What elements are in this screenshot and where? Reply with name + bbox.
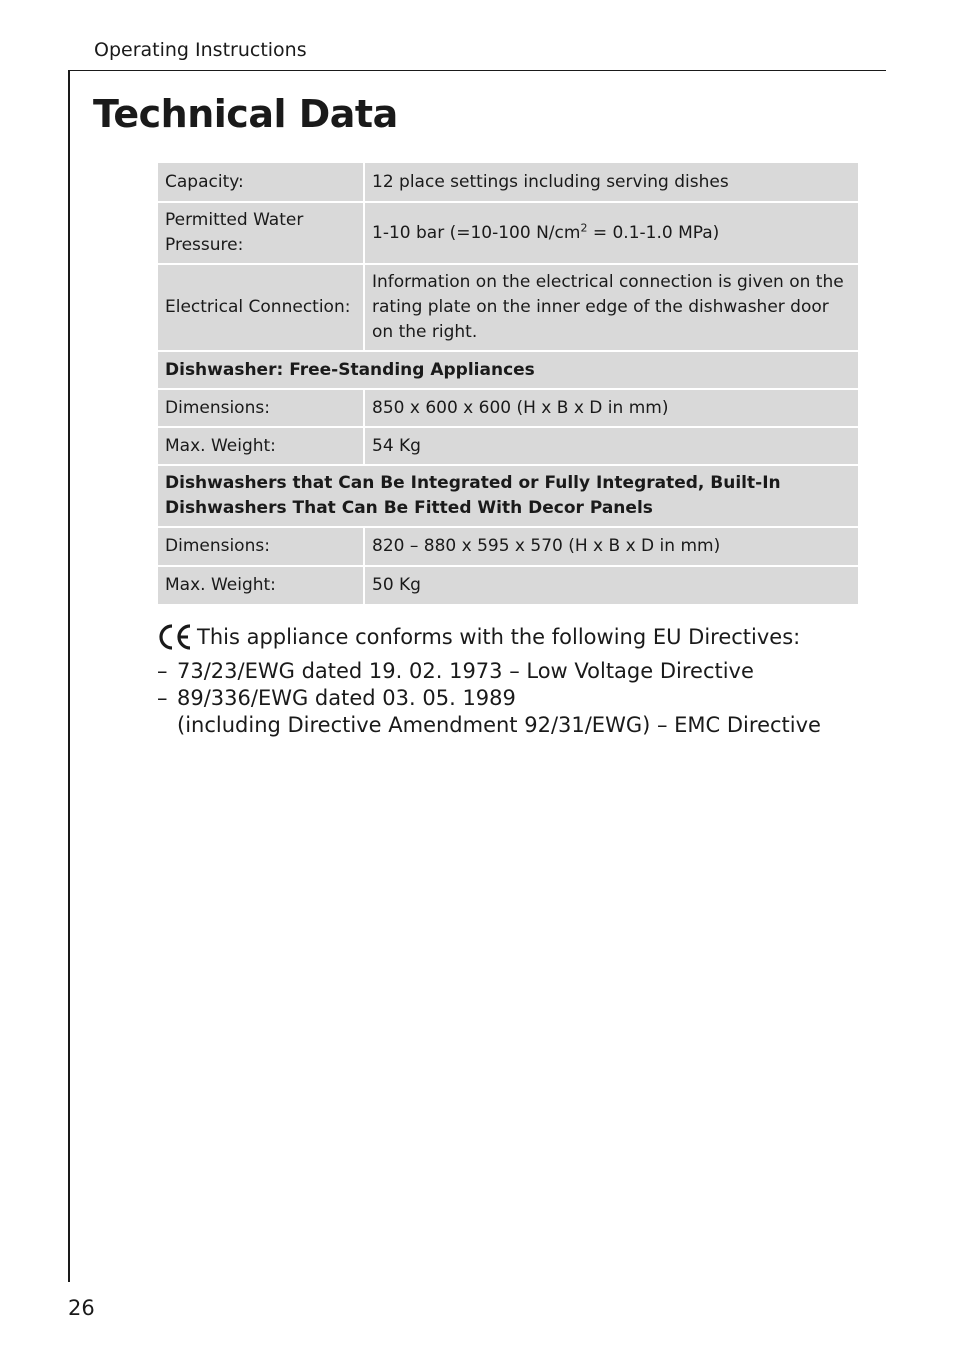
directive-emc-text: 89/336/EWG dated 03. 05. 1989 (177, 686, 516, 710)
table-row-water-pressure (158, 203, 858, 263)
directive-bullet: – (157, 659, 168, 683)
integrated-dimensions-value: 820 – 880 x 595 x 570 (H x B x D in mm) (365, 528, 858, 565)
water-pressure-value-prefix: 1-10 bar (=10-100 N/cm (372, 222, 581, 243)
technical-data-table (156, 161, 860, 606)
table-section-integrated (158, 466, 858, 526)
table-row-capacity (158, 163, 858, 201)
capacity-value: 12 place settings including serving dishes (365, 163, 858, 201)
water-pressure-value-suffix: = 0.1-1.0 MPa) (587, 222, 720, 243)
directive-emc (157, 685, 877, 712)
free-standing-heading: Dishwasher: Free-Standing Appliances (158, 352, 858, 388)
page-title: Technical Data (93, 92, 398, 136)
directive-emc-amendment: (including Directive Amendment 92/31/EWG) – EMC Directive (177, 713, 821, 737)
free-standing-weight-label: Max. Weight: (158, 428, 363, 464)
water-pressure-unit-exponent: 2 (580, 220, 588, 234)
integrated-dimensions-label: Dimensions: (158, 528, 363, 565)
table-row-integrated-dimensions (158, 528, 858, 565)
water-pressure-label: Permitted Water Pressure: (158, 203, 363, 263)
table-row-free-standing-dimensions (158, 390, 858, 426)
ce-mark-icon (157, 623, 195, 651)
table-row-electrical-connection (158, 265, 858, 350)
integrated-weight-value: 50 Kg (365, 567, 858, 604)
free-standing-dimensions-value: 850 x 600 x 600 (H x B x D in mm) (365, 390, 858, 426)
table-row-integrated-weight (158, 567, 858, 604)
header-rule (68, 70, 886, 71)
conformity-intro: This appliance conforms with the following EU Directives: (197, 624, 801, 649)
integrated-weight-label: Max. Weight: (158, 567, 363, 604)
capacity-label: Capacity: (158, 163, 363, 201)
water-pressure-value (365, 203, 858, 263)
table-section-free-standing (158, 352, 858, 388)
free-standing-dimensions-label: Dimensions: (158, 390, 363, 426)
left-margin-rule (68, 70, 70, 1282)
page-number: 26 (68, 1296, 95, 1320)
conformity-intro-line (157, 623, 877, 651)
integrated-heading: Dishwashers that Can Be Integrated or Fully Integrated, Built-In Dishwashers That Can Be Fitted With Decor Panels (158, 466, 858, 526)
electrical-connection-value: Information on the electrical connection is given on the rating plate on the inner edge of the dishwasher door on the right. (365, 265, 858, 350)
table-row-free-standing-weight (158, 428, 858, 464)
free-standing-weight-value: 54 Kg (365, 428, 858, 464)
running-header: Operating Instructions (94, 39, 307, 61)
conformity-statement (157, 623, 877, 739)
directive-bullet: – (157, 686, 168, 710)
directive-low-voltage (157, 658, 877, 685)
directive-low-voltage-text: 73/23/EWG dated 19. 02. 1973 – Low Voltage Directive (177, 659, 754, 683)
electrical-connection-label: Electrical Connection: (158, 265, 363, 350)
